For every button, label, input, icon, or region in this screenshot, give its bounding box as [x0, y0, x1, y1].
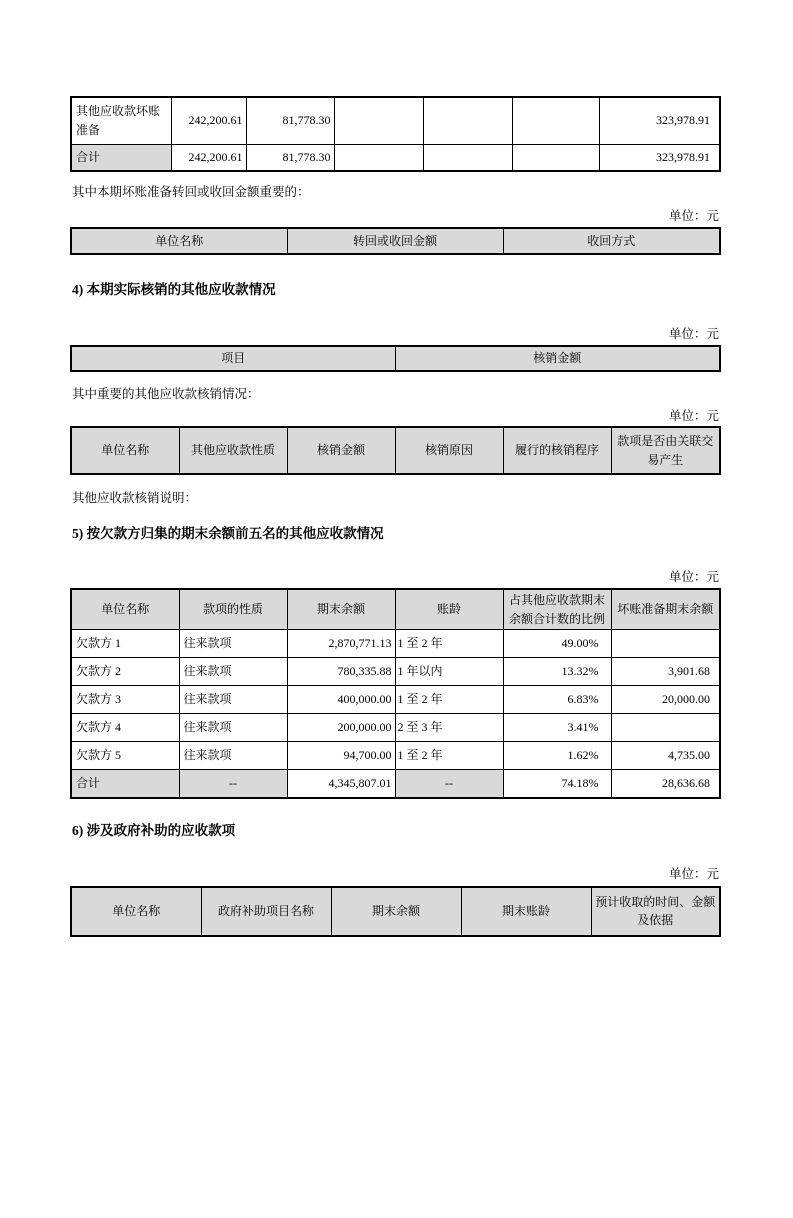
table-cell: 3.41% — [503, 714, 611, 742]
column-header: 期末余额 — [331, 887, 461, 936]
unit-label: 单位：元 — [668, 570, 719, 584]
table-cell: 1.62% — [503, 742, 611, 770]
table-cell: 780,335.88 — [287, 658, 395, 686]
table-row — [71, 658, 720, 686]
column-header: 单位名称 — [71, 427, 179, 474]
section-heading-4: 4) 本期实际核销的其他应收款情况 — [72, 282, 276, 297]
table-row-total — [71, 770, 720, 798]
table-cell: -- — [395, 770, 503, 798]
table-cell: 200,000.00 — [287, 714, 395, 742]
debtor-name: 欠款方 4 — [71, 714, 179, 742]
table-cell: 1 至 2 年 — [395, 630, 503, 658]
writeoff-detail-table — [70, 426, 721, 475]
debtor-name: 欠款方 3 — [71, 686, 179, 714]
table-cell: 20,000.00 — [611, 686, 720, 714]
table-cell: 94,700.00 — [287, 742, 395, 770]
column-header: 占其他应收款期末余额合计数的比例 — [503, 589, 611, 630]
column-header: 政府补助项目名称 — [201, 887, 331, 936]
column-header: 核销原因 — [395, 427, 503, 474]
table-cell: 1 至 2 年 — [395, 742, 503, 770]
debtor-name: 欠款方 1 — [71, 630, 179, 658]
unit-label: 单位：元 — [668, 409, 719, 423]
column-header: 款项是否由关联交易产生 — [611, 427, 720, 474]
column-header: 期末余额 — [287, 589, 395, 630]
gov-subsidy-table — [70, 886, 721, 937]
note-recovery-important: 其中本期坏账准备转回或收回金额重要的： — [72, 185, 310, 199]
table-cell — [512, 97, 599, 144]
table-cell: 2,870,771.13 — [287, 630, 395, 658]
column-header: 核销金额 — [395, 346, 720, 371]
table-cell — [334, 97, 423, 144]
row-label: 其他应收款坏账准备 — [71, 97, 171, 144]
unit-label: 单位：元 — [668, 866, 719, 881]
unit-label: 单位：元 — [668, 327, 719, 341]
table-cell: 4,345,807.01 — [287, 770, 395, 798]
table-cell: 242,200.61 — [171, 144, 246, 171]
column-header: 单位名称 — [71, 228, 287, 254]
column-header: 期末账龄 — [461, 887, 591, 936]
column-header: 预计收取的时间、金额及依据 — [591, 887, 720, 936]
table-row — [71, 742, 720, 770]
column-header: 坏账准备期末余额 — [611, 589, 720, 630]
table-cell — [512, 144, 599, 171]
header-row — [71, 346, 720, 371]
column-header: 单位名称 — [71, 589, 179, 630]
table-cell: 3,901.68 — [611, 658, 720, 686]
table-row — [71, 686, 720, 714]
table-cell: 往来款项 — [179, 630, 287, 658]
table-row-total — [71, 144, 720, 171]
row-label: 合计 — [71, 144, 171, 171]
header-row — [71, 887, 720, 936]
note-writeoff-explanation: 其他应收款核销说明： — [72, 491, 198, 505]
debtor-name: 欠款方 2 — [71, 658, 179, 686]
column-header: 单位名称 — [71, 887, 201, 936]
table-cell — [423, 97, 512, 144]
table-row — [71, 630, 720, 658]
header-row — [71, 427, 720, 474]
header-row — [71, 589, 720, 630]
table-cell: 74.18% — [503, 770, 611, 798]
table-cell: 81,778.30 — [246, 97, 334, 144]
table-cell: 往来款项 — [179, 742, 287, 770]
table-cell — [423, 144, 512, 171]
column-header: 履行的核销程序 — [503, 427, 611, 474]
table-cell: 1 至 2 年 — [395, 686, 503, 714]
table-cell: 28,636.68 — [611, 770, 720, 798]
column-header: 收回方式 — [503, 228, 720, 254]
table-row — [71, 714, 720, 742]
table-cell: 242,200.61 — [171, 97, 246, 144]
column-header: 账龄 — [395, 589, 503, 630]
column-header: 款项的性质 — [179, 589, 287, 630]
unit-label: 单位：元 — [668, 209, 719, 223]
table-cell: 4,735.00 — [611, 742, 720, 770]
table-cell: 往来款项 — [179, 658, 287, 686]
writeoff-summary-table — [70, 345, 721, 372]
table-cell: 往来款项 — [179, 714, 287, 742]
recovery-table — [70, 227, 721, 255]
table-cell: 81,778.30 — [246, 144, 334, 171]
debtor-name: 欠款方 5 — [71, 742, 179, 770]
column-header: 项目 — [71, 346, 395, 371]
top5-receivables-table — [70, 588, 721, 799]
column-header: 核销金额 — [287, 427, 395, 474]
note-important-writeoff: 其中重要的其他应收款核销情况： — [72, 387, 260, 401]
table-cell: 2 至 3 年 — [395, 714, 503, 742]
table-cell: 400,000.00 — [287, 686, 395, 714]
table-row — [71, 97, 720, 144]
provision-table — [70, 96, 721, 172]
table-cell — [334, 144, 423, 171]
table-cell: 6.83% — [503, 686, 611, 714]
table-cell: 323,978.91 — [599, 144, 720, 171]
table-cell: 往来款项 — [179, 686, 287, 714]
report-page — [70, 96, 719, 937]
section-heading-5: 5) 按欠款方归集的期末余额前五名的其他应收款情况 — [72, 526, 384, 541]
header-row — [71, 228, 720, 254]
table-cell — [611, 714, 720, 742]
total-label: 合计 — [71, 770, 179, 798]
table-cell: 13.32% — [503, 658, 611, 686]
table-cell: 49.00% — [503, 630, 611, 658]
table-cell — [611, 630, 720, 658]
table-cell: 323,978.91 — [599, 97, 720, 144]
column-header: 其他应收款性质 — [179, 427, 287, 474]
column-header: 转回或收回金额 — [287, 228, 503, 254]
section-heading-6: 6) 涉及政府补助的应收款项 — [72, 822, 236, 838]
table-cell: -- — [179, 770, 287, 798]
table-cell: 1 年以内 — [395, 658, 503, 686]
